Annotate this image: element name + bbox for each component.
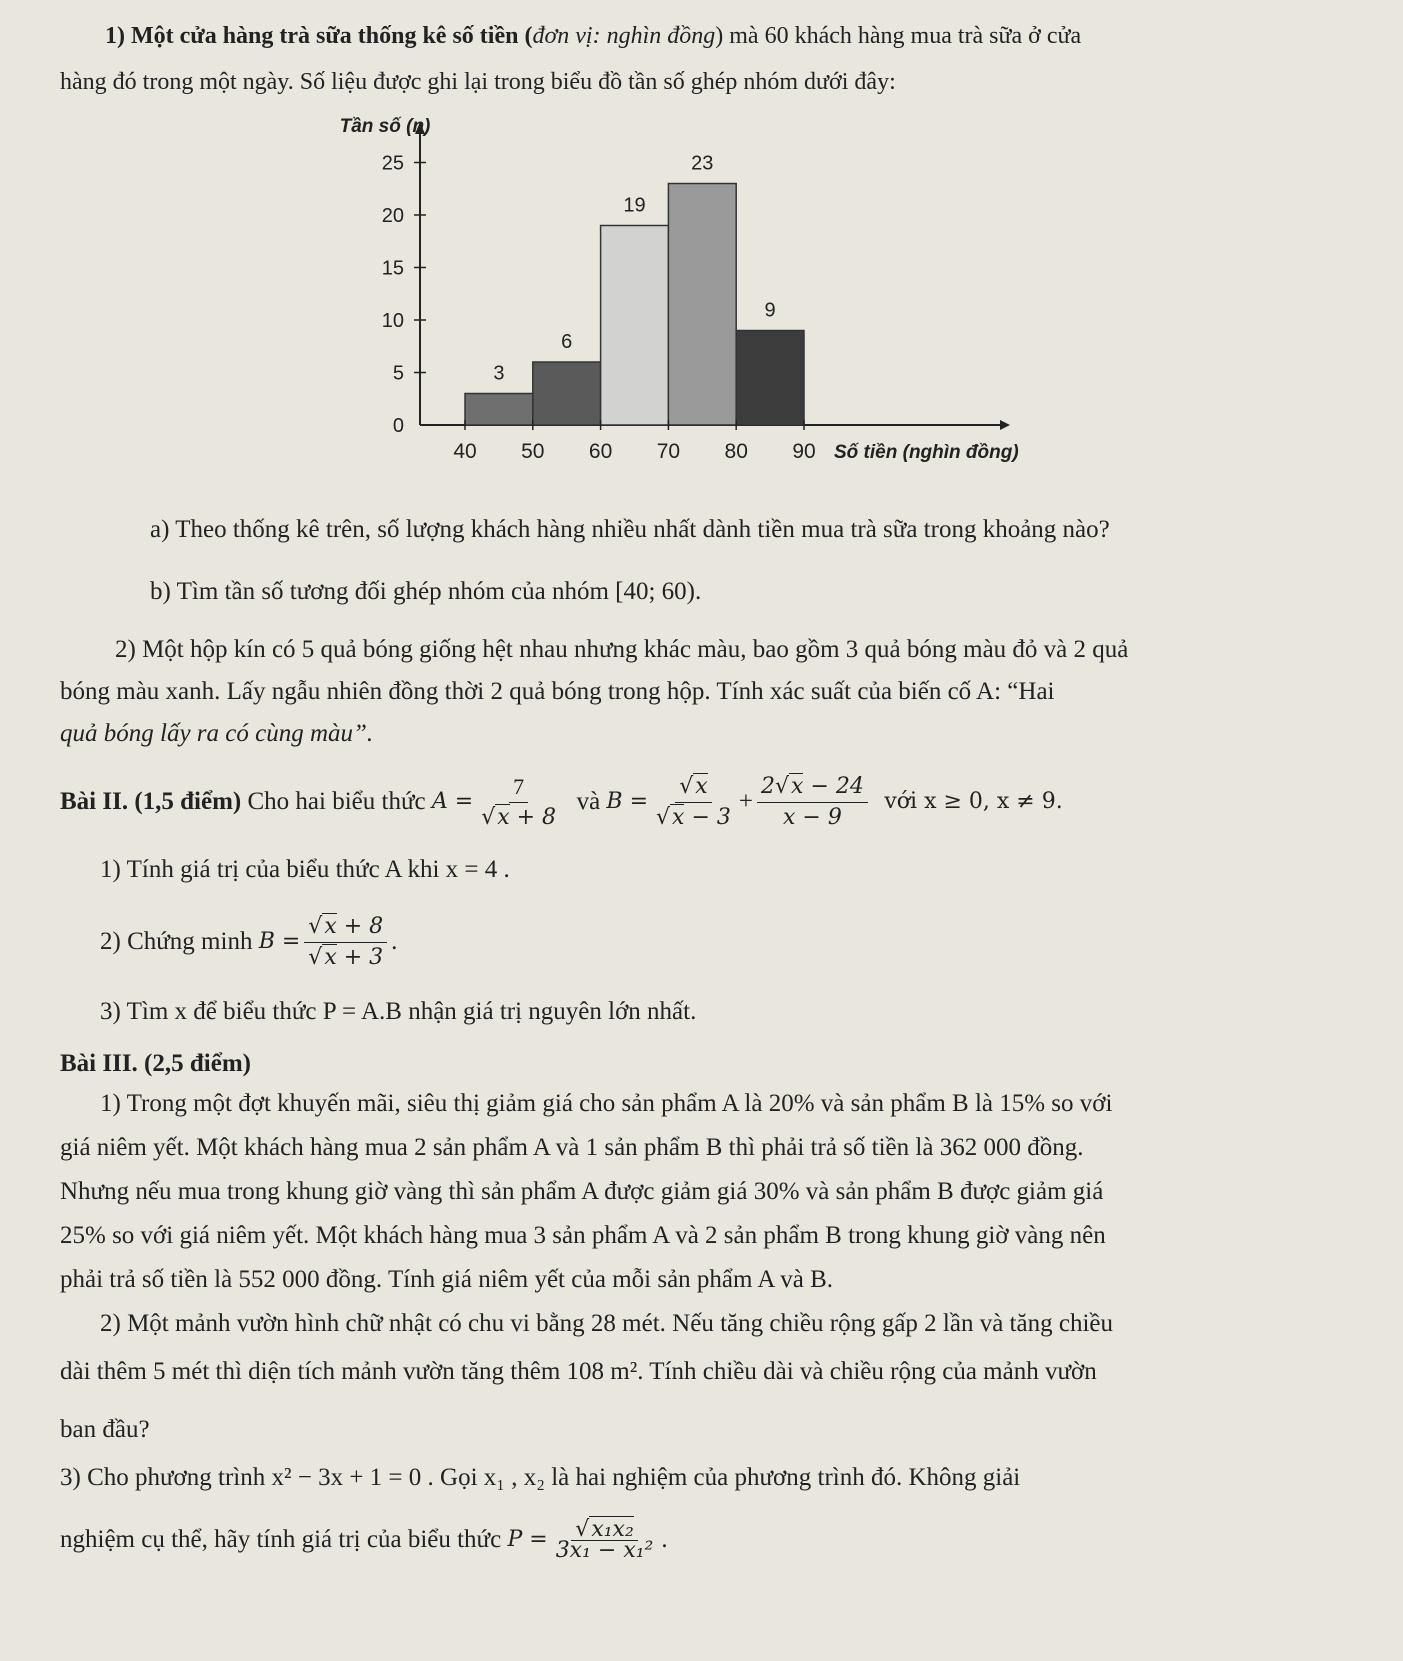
x-tick-label: 50 [521,440,545,463]
bai2-expression-line [60,770,1063,834]
bai3-p1-l3: Nhưng nếu mua trong khung giờ vàng thì sản phẩm A được giảm giá 30% và sản phẩm B được giảm giá [60,1178,1104,1205]
bai2-condition: với x ≥ 0, x ≠ 9. [884,789,1063,814]
y-tick-label: 20 [381,205,404,227]
bai3-p2-l2: dài thêm 5 mét thì diện tích mảnh vườn tăng thêm 108 m². Tính chiều dài và chiều rộng của mảnh vườn [60,1358,1097,1385]
y-axis-label: Tần số (n) [339,116,431,137]
x-axis-arrow [1000,420,1010,430]
bar-value-label: 3 [493,362,505,385]
bai3-p3-l2: nghiệm cụ thể, hãy tính giá trị của biểu thức P = $\frac{\text{√x₁x₂}}{\text{3x₁ − x₁²}}$ . [60,1508,668,1572]
q2-den-rest: + 3 [336,944,384,970]
x-tick-label: 80 [724,440,748,463]
q2-den-sqrt: x [324,944,337,970]
and-word: và [576,788,601,815]
y-tick-label: 15 [381,257,404,280]
p2-line2: bóng màu xanh. Lấy ngẫu nhiên đồng thời 2 quả bóng trong hộp. Tính xác suất của biến cố A: “Hai [60,678,1055,705]
B-f1-num: √x [675,772,711,803]
x-tick-label: 60 [588,440,613,463]
B-fraction-1 [652,772,735,833]
B-f1-den-rest: − 3 [684,804,731,830]
histogram-bar [533,362,601,425]
p1-question-b [150,572,701,612]
A-denominator: √x + 8 [481,804,557,830]
B-f2-num: 2√x − 24 [757,772,868,803]
q2-fraction [304,912,387,973]
A-fraction [477,772,560,833]
x-tick-label: 40 [453,440,477,463]
p1-intro-text: 1) Một cửa hàng trà sữa thống kê số tiền ( [105,23,533,49]
bai2-text: Cho hai biểu thức [247,788,426,815]
p1-intro-line2: hàng đó trong một ngày. Số liệu được ghi lại trong biểu đồ tần số ghép nhóm dưới đây: [60,69,896,95]
histogram-chart [339,116,1070,510]
B-eq: B = [606,789,649,814]
A-eq: A = [431,789,474,814]
bai3-p2-l3: ban đầu? [60,1416,150,1443]
bai3-p1-l5: phải trả số tiền là 552 000 đồng. Tính giá niêm yết của mỗi sản phẩm A và B. [60,1266,834,1293]
p1-intro-end: ) mà 60 khách hàng mua trà sữa ở cửa [715,23,1082,49]
y-tick-label: 0 [392,415,404,437]
B-f2-num-pre: 2 [761,773,775,799]
bai2-q3: 3) Tìm x để biểu thức P = A.B nhận giá trị nguyên lớn nhất. [100,998,697,1025]
p3-l2-text: nghiệm cụ thể, hãy tính giá trị của biểu thức [60,1526,502,1553]
q2-num-rest: + 8 [336,913,384,939]
P-num: √x₁x₂ [571,1520,637,1541]
q2-B-eq: B = [258,929,301,954]
P-num-sqrt: x₁x₂ [591,1516,634,1542]
P-den: 3x₁ − x₁² [555,1537,654,1563]
B-f2-num-rest: − 24 [803,773,864,799]
B-f2-den: x − 9 [783,804,842,830]
q-b-text: b) Tìm tần số tương đối ghép nhóm của nhóm [150,578,609,605]
B-f1-den-sqrt: x [672,804,685,830]
y-tick-label: 10 [381,310,404,332]
bar-value-label: 19 [623,194,646,217]
B-f1-num-sqrt: x [695,773,708,799]
A-numerator: 7 [509,772,528,803]
x-tick-label: 90 [792,440,816,463]
p2-line3: quả bóng lấy ra có cùng màu”. [60,720,374,747]
bai3-p1-l4: 25% so với giá niêm yết. Một khách hàng mua 3 sản phẩm A và 2 sản phẩm B trong khung giờ vàng nên [60,1222,1106,1249]
P-eq: P = [507,1527,548,1552]
bai2-heading: Bài II. (1,5 điểm) [60,788,242,815]
A-den-rest: + 8 [509,804,557,830]
bai3-p1-l1: 1) Trong một đợt khuyến mãi, siêu thị giảm giá cho sản phẩm A là 20% và sản phẩm B là 15% so với [100,1090,1113,1117]
B-fraction-2 [757,772,868,833]
P-fraction [552,1516,658,1563]
bar-value-label: 23 [691,152,714,175]
y-tick-label: 25 [381,152,404,175]
B-f1-den: √x − 3 [656,804,731,830]
bar-value-label: 9 [764,299,776,322]
histogram-bar [668,184,736,426]
q2-num: √x + 8 [304,912,387,943]
p2-line1: 2) Một hộp kín có 5 quả bóng giống hệt nhau nhưng khác màu, bao gồm 3 quả bóng màu đỏ và 2 quả [115,636,1129,663]
p1-question-a: a) Theo thống kê trên, số lượng khách hàng nhiều nhất dành tiền mua trà sữa trong khoảng nào? [150,516,1110,543]
q-b-interval: [40; 60). [615,578,702,605]
y-tick-label: 5 [392,362,404,385]
q2-text: 2) Chứng minh [100,928,253,955]
histogram-bar [465,394,533,426]
q2-num-sqrt: x [324,913,337,939]
q2-den: √x + 3 [308,944,384,970]
p1-unit: đơn vị: nghìn đồng [532,23,716,49]
bai2-q1: 1) Tính giá trị của biểu thức A khi x = 4 . [100,856,510,883]
histogram-bar [736,331,804,426]
bai2-q2: 2) Chứng minh B = $\frac{√x + 8}{√x + 3}$ . [100,910,397,974]
bai3-p2-l1: 2) Một mảnh vườn hình chữ nhật có chu vi bằng 28 mét. Nếu tăng chiều rộng gấp 2 lần và tăng chiều [100,1310,1113,1337]
B-f2-num-sqrt: x [791,773,804,799]
x-tick-label: 70 [656,440,681,463]
p1-intro-line1 [105,16,1081,56]
bai3-heading: Bài III. (2,5 điểm) [60,1050,251,1077]
A-den-sqrt: x [497,804,510,830]
x-axis-label: Số tiền (nghìn đồng) [834,442,1019,463]
histogram-bar [601,226,669,426]
bai3-p1-l2: giá niêm yết. Một khách hàng mua 2 sản phẩm A và 1 sản phẩm B thì phải trả số tiền là 362 000 đồng. [60,1134,1084,1161]
plus-sign: + [738,788,753,815]
bai3-p3-l1: 3) Cho phương trình x² − 3x + 1 = 0 . Gọi x₁ , x₂ là hai nghiệm của phương trình đó. Không giải [60,1464,1021,1491]
bar-value-label: 6 [561,331,573,353]
